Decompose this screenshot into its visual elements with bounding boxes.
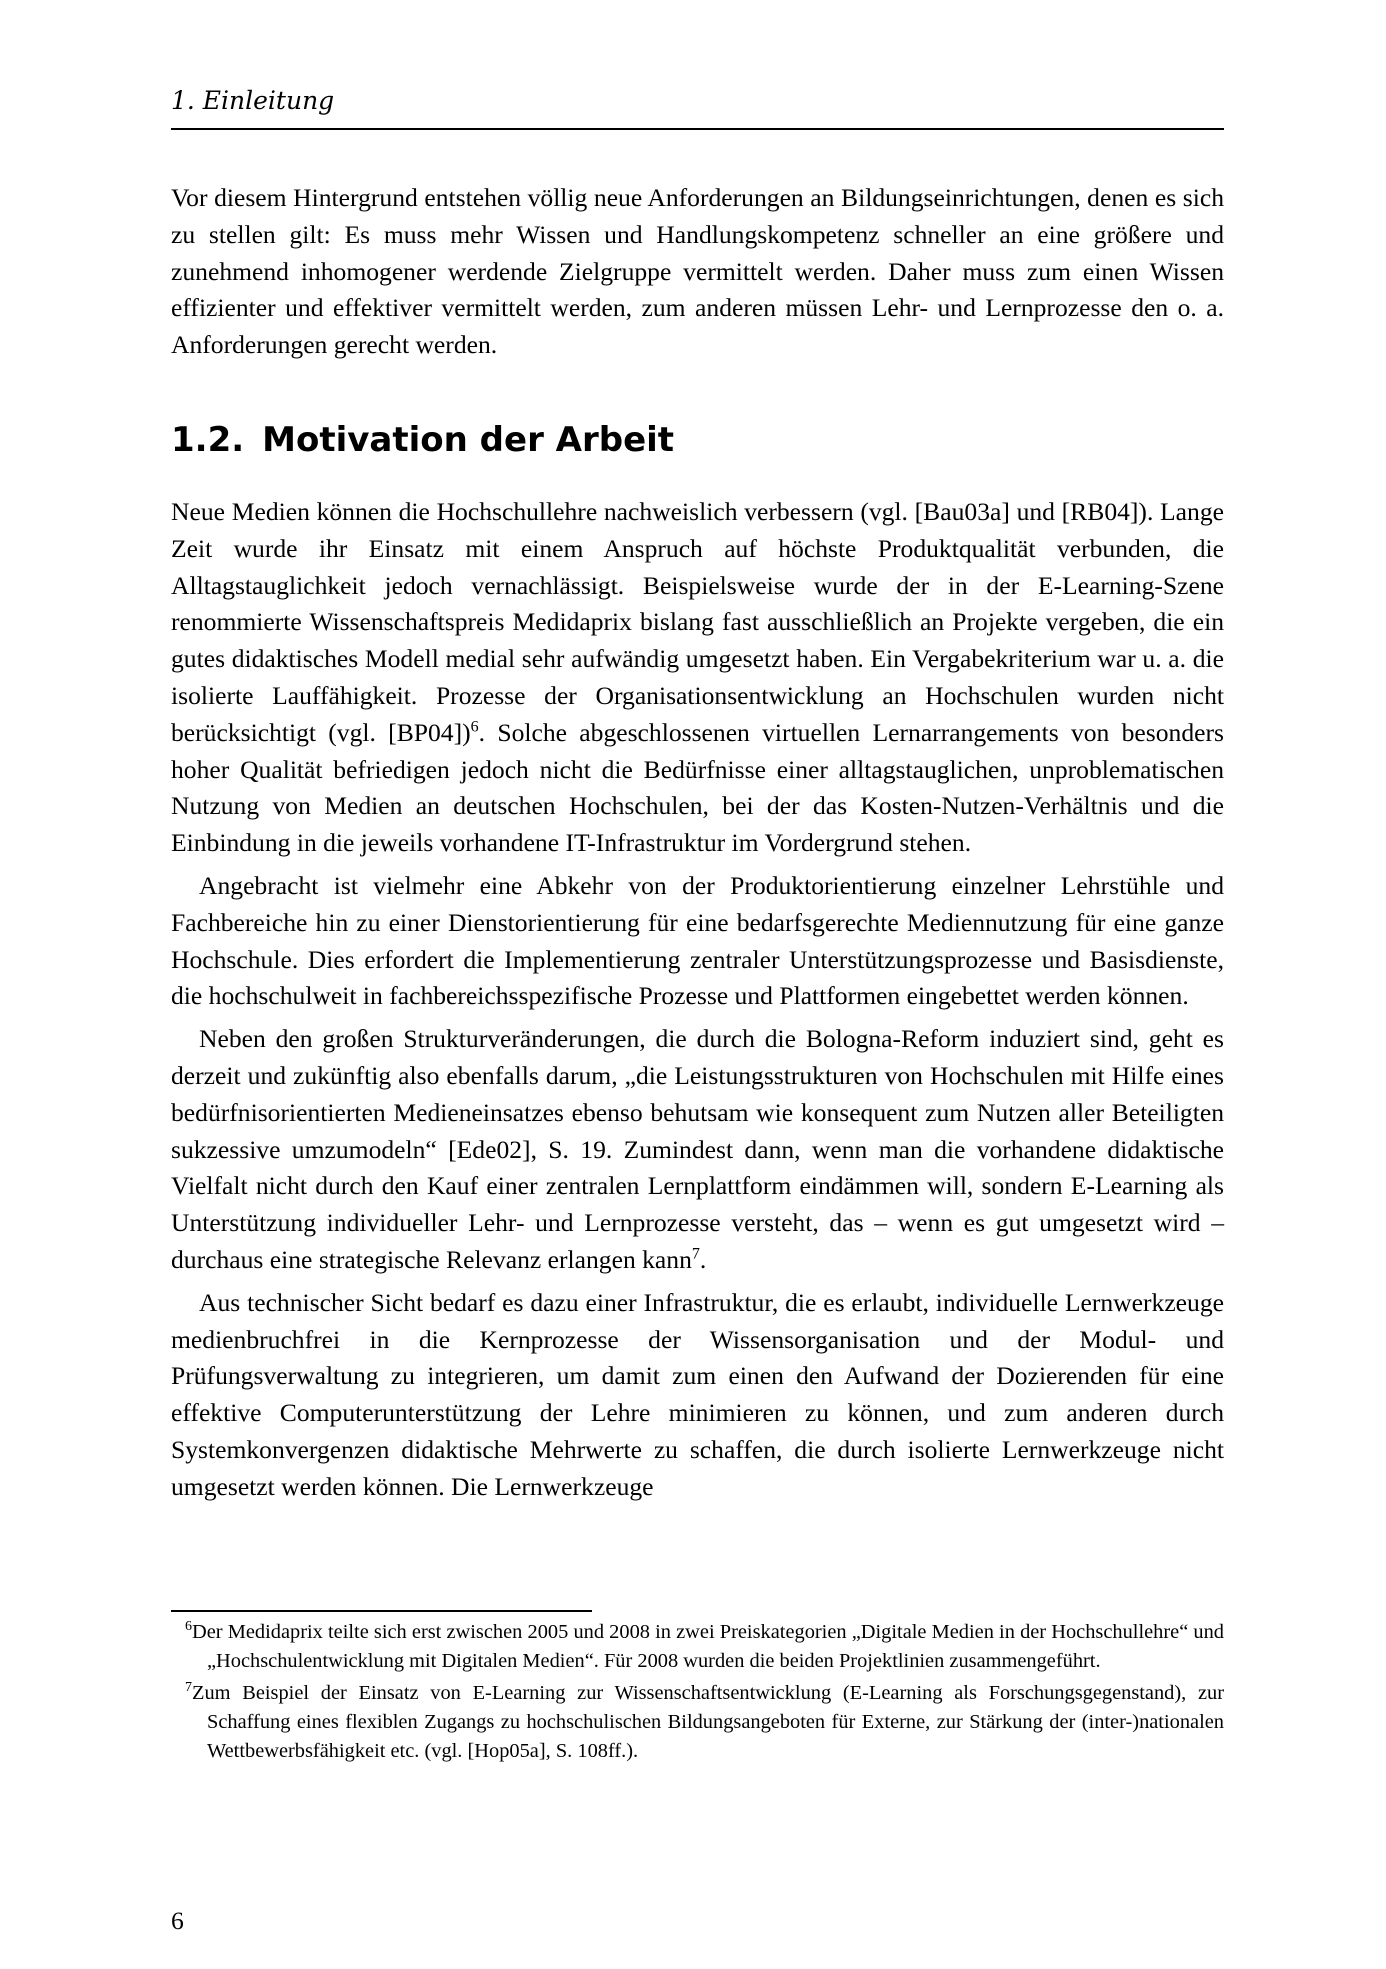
paragraph-3-text-a: Neben den großen Strukturveränderungen, die durch die Bologna-Reform induziert sind, geht es derzeit und zukünftig also ebenfalls darum, „die Leistungsstrukturen von Hochschulen mit Hilfe eines bedürfnisorientierten Medieneinsatzes ebenso behutsam wie konsequent zum Nutzen aller Beteiligten sukzessive umzumodeln“ [Ede02], S. 19. Zumindest dann, wenn man die vorhandene didaktische Vielfalt nicht durch den Kauf einer zentralen Lernplattform eindämmen will, sondern E-Learning als Unterstützung individueller Lehr- und Lernprozesse versteht, das – wenn es gut umgesetzt wird – durchaus eine strategische Relevanz erlangen kann bbox=[171, 1024, 1224, 1274]
intro-paragraph: Vor diesem Hintergrund entstehen völlig neue Anforderungen an Bildungseinrichtungen, denen es sich zu stellen gilt: Es muss mehr Wissen und Handlungskompetenz schneller an eine größere und zunehmend inhomogener werdende Zielgruppe vermittelt werden. Daher muss zum einen Wissen effizienter und effektiver vermittelt werden, zum anderen müssen Lehr- und Lernprozesse den o. a. Anforderungen gerecht werden. bbox=[171, 183, 1224, 360]
footnote-ref-6[interactable]: 6 bbox=[470, 718, 479, 736]
footnote-text: Zum Beispiel der Einsatz von E-Learning zur Wissenschaftsentwicklung (E-Learning als Forschungsgegenstand), zur Schaffung eines flexiblen Zugangs zu hochschulischen Bildungsangeboten für Externe, zur Stärkung der (inter-)nationalen Wettbewerbsfähigkeit etc. (vgl. [Hop05a], S. 108ff.). bbox=[192, 1682, 1224, 1762]
running-header: 1. Einleitung bbox=[171, 86, 335, 115]
paragraph-1 bbox=[171, 494, 1224, 862]
page-number: 6 bbox=[171, 1906, 184, 1935]
paragraph-4: Aus technischer Sicht bedarf es dazu einer Infrastruktur, die es erlaubt, individuelle Lernwerkzeuge medienbruchfrei in die Kernprozesse der Wissensorganisation und der Modul- und Prüfungsverwaltung zu integrieren, um damit zum einen den Aufwand der Dozierenden für eine effektive Computerunterstützung der Lehre minimieren zu können, und zum anderen durch Systemkonvergenzen didaktische Mehrwerte zu schaffen, die durch isolierte Lernwerkzeuge nicht umgesetzt werden können. Die Lernwerkzeuge bbox=[171, 1287, 1224, 1501]
paragraph-3 bbox=[171, 1021, 1224, 1279]
paragraph-1-text-b: . Solche abgeschlossenen virtuellen Lernarrangements von besonders hoher Qualität befriedigen jedoch nicht die Bedürfnisse einer alltagstauglichen, unproblematischen Nutzung von Medien an deutschen Hochschulen, bei der das Kosten-Nutzen-Verhältnis und die Einbindung in die jeweils vorhandene IT-Infrastruktur im Vordergrund stehen. bbox=[171, 717, 1224, 858]
paragraph-3-text-b: . bbox=[699, 1244, 707, 1274]
paragraph-2: Angebracht ist vielmehr eine Abkehr von der Produktorientierung einzelner Lehrstühle und Fachbereiche hin zu einer Dienstorientierung für eine bedarfsgerechte Mediennutzung für eine ganze Hochschule. Dies erfordert die Implementierung zentraler Unterstützungsprozesse und Basisdienste, die hochschulweit in fachbereichsspezifische Prozesse und Plattformen eingebettet werden können. bbox=[171, 870, 1224, 1011]
footnotes bbox=[171, 1618, 1224, 1769]
section-title: Motivation der Arbeit bbox=[262, 420, 675, 460]
footnote-text: Der Medidaprix teilte sich erst zwischen 2005 und 2008 in zwei Preiskategorien „Digitale Medien in der Hochschullehre“ und „Hochschulentwicklung mit Digitalen Medien“. Für 2008 wurden die beiden Projektlinien zusammengeführt. bbox=[192, 1621, 1224, 1672]
footnote-6 bbox=[171, 1618, 1224, 1676]
footnote-marker: 7 bbox=[185, 1680, 192, 1696]
footnote-rule bbox=[171, 1610, 592, 1612]
section-heading bbox=[171, 418, 1224, 462]
paragraph-1-text-a: Neue Medien können die Hochschullehre nachweislich verbessern (vgl. [Bau03a] und [RB04]). Lange Zeit wurde ihr Einsatz mit einem Anspruch auf höchste Produktqualität verbunden, die Alltagstauglichkeit jedoch vernachlässigt. Beispielsweise wurde der in der E-Learning-Szene renommierte Wissenschaftspreis Medidaprix bislang fast ausschließlich an Projekte vergeben, die ein gutes didaktisches Modell medial sehr aufwändig umgesetzt haben. Ein Vergabekriterium war u. a. die isolierte Lauffähigkeit. Prozesse der Organisationsentwicklung an Hochschulen wurden nicht berücksichtigt (vgl. [BP04]) bbox=[171, 497, 1224, 747]
footnote-marker: 6 bbox=[185, 1619, 192, 1635]
section-number: 1.2. bbox=[171, 420, 245, 460]
section-body bbox=[171, 494, 1224, 1506]
footnote-7 bbox=[171, 1679, 1224, 1766]
header-rule bbox=[171, 128, 1224, 130]
footnote-ref-7[interactable]: 7 bbox=[691, 1245, 700, 1263]
